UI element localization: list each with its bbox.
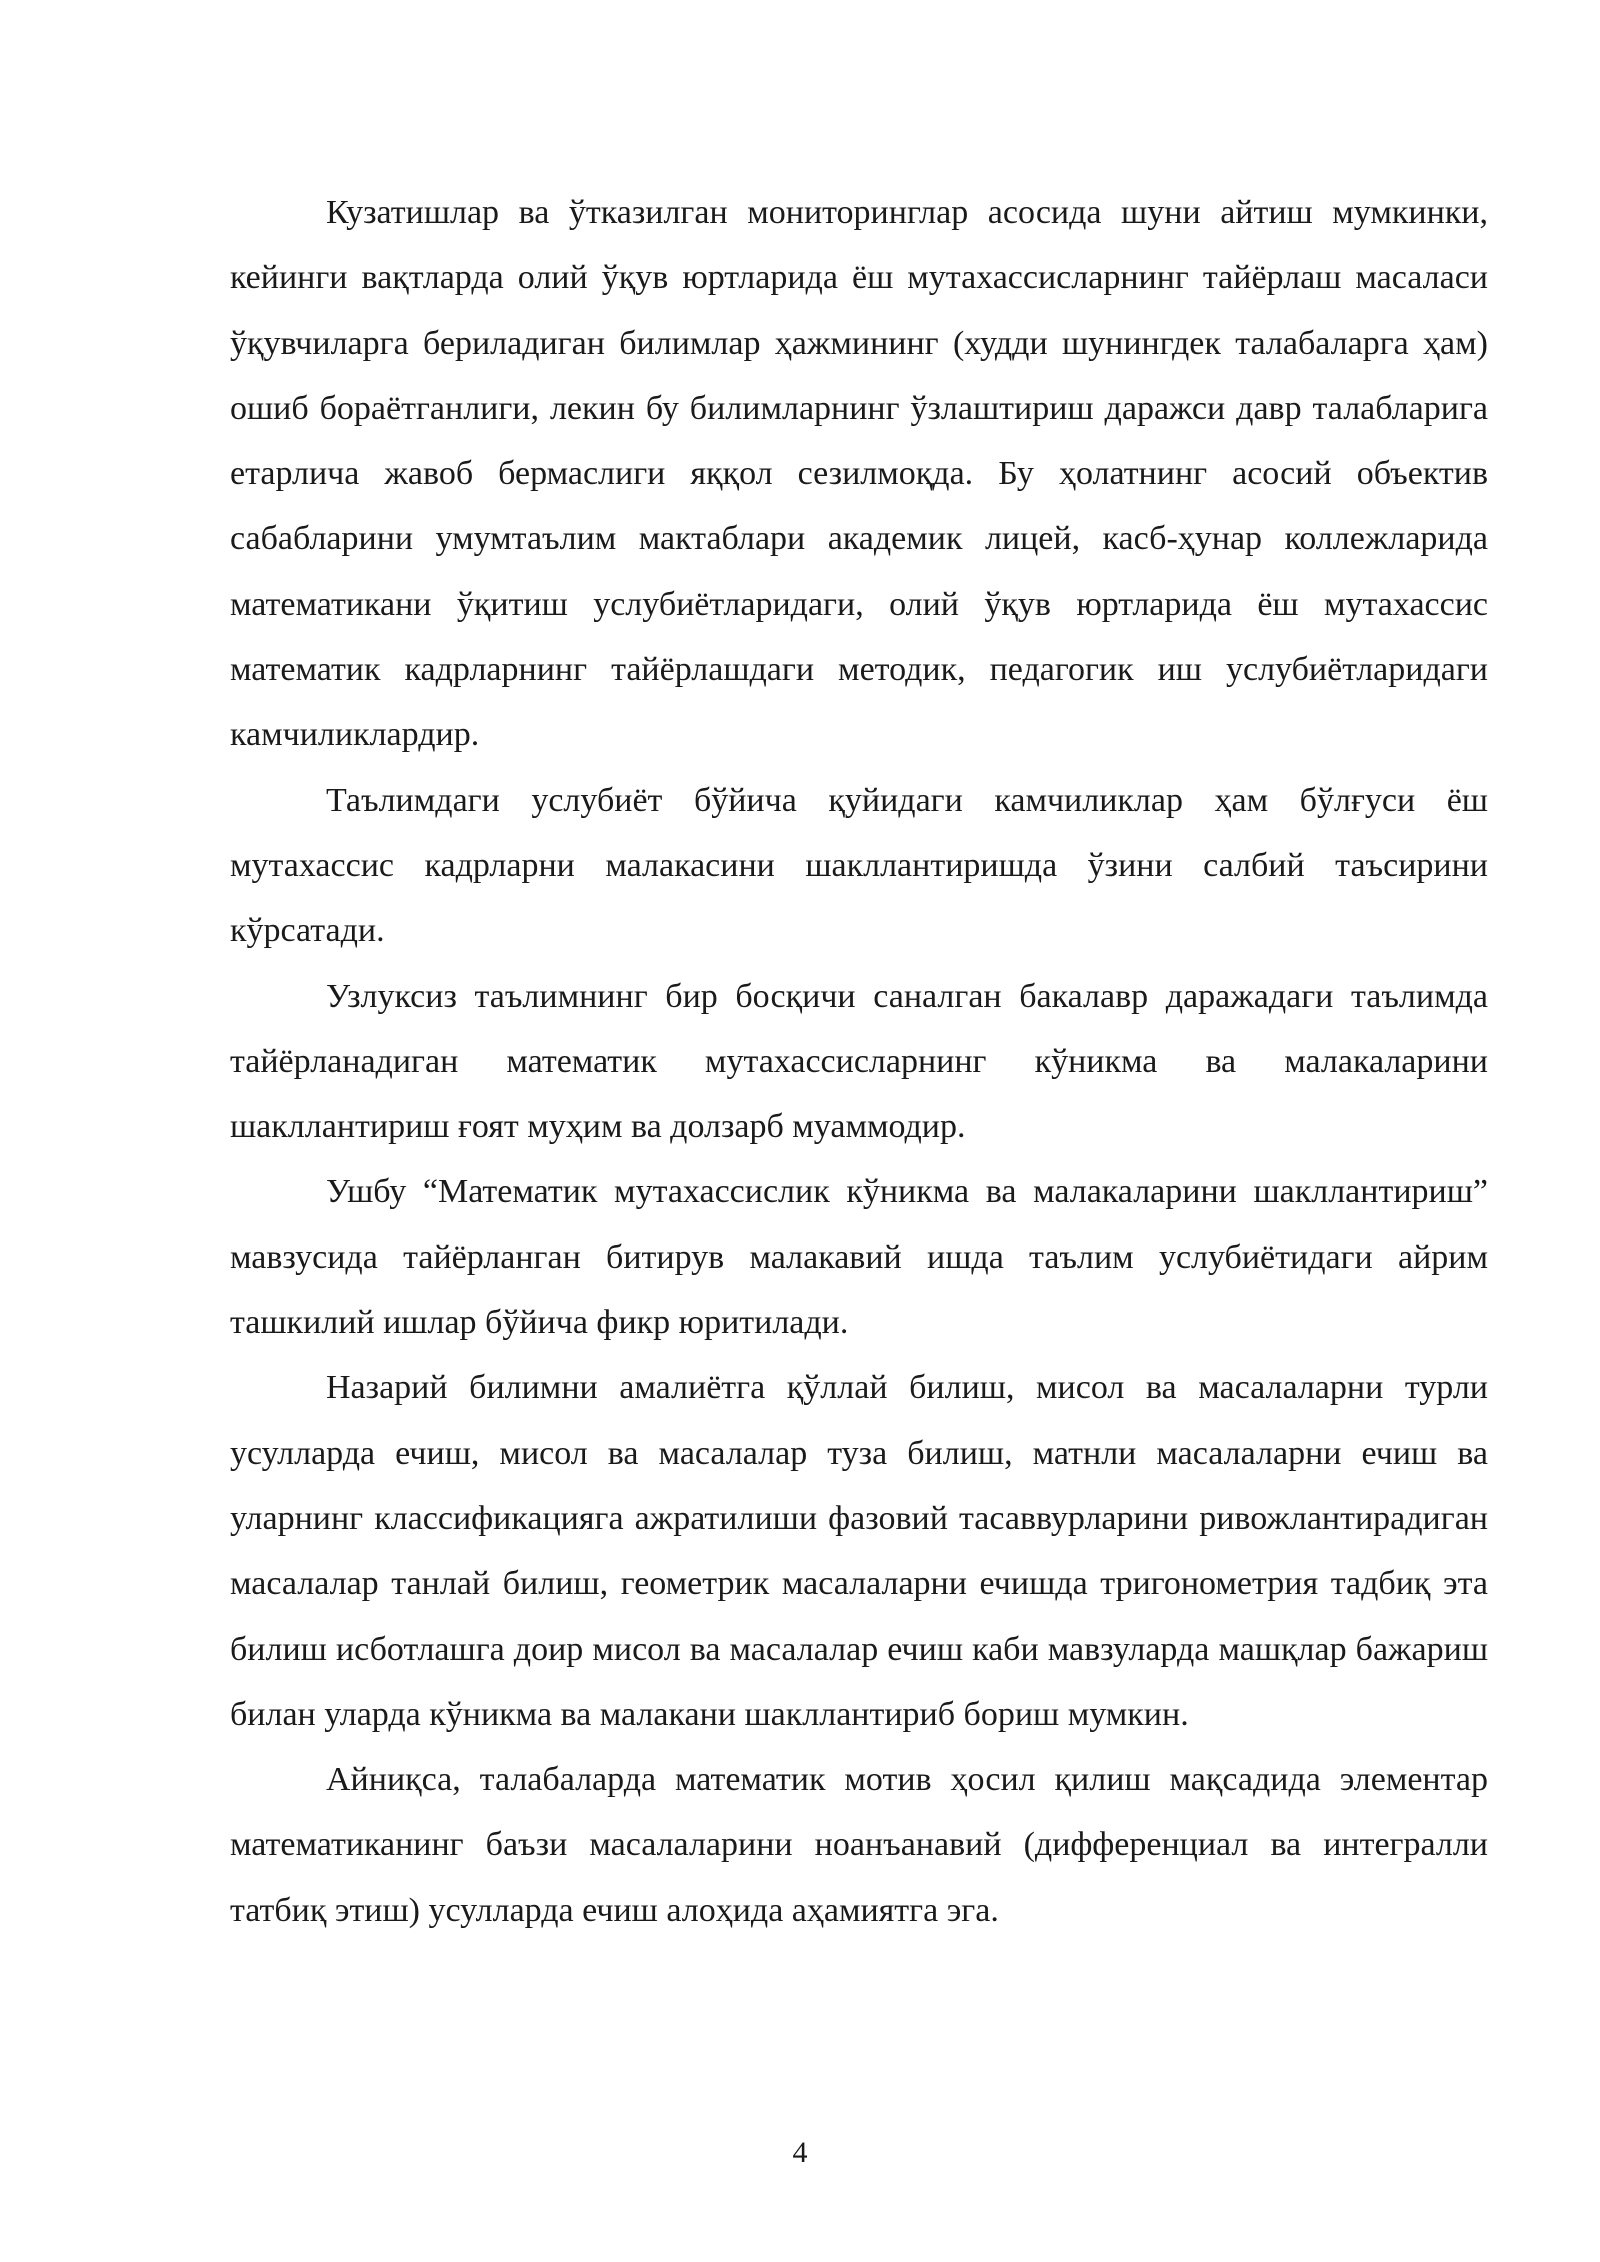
paragraph-monitoring: Кузатишлар ва ўтказилган мониторинглар асосида шуни айтиш мумкинки, кейинги вақтларда олий ўқув юртларида ёш мутахассисларнинг тайёрлаш масаласи ўқувчиларга бериладиган билимлар ҳажмининг (худди шунингдек талабаларга ҳам) ошиб бораётганлиги, лекин бу билимларнинг ўзлаштириш даражси давр талабларига етарлича жавоб бермаслиги яққол сезилмоқда. Бу ҳолатнинг асосий объектив сабабларини умумтаълим мактаблари академик лицей, касб-ҳунар коллежларида математикани ўқитиш услубиётларидаги, олий ўқув юртларида ёш мутахассис математик кадрларнинг тайёрлашдаги методик, педагогик иш услубиётларидаги камчиликлардир. <box>230 194 1488 754</box>
document-body <box>230 180 1488 1943</box>
paragraph-applied-skills: Назарий билимни амалиётга қўллай билиш, мисол ва масалаларни турли усулларда ечиш, мисол ва масалалар туза билиш, матнли масалаларни ечиш ва уларнинг классификацияга ажратилиши фазовий тасаввурларини ривожлантирадиган масалалар танлай билиш, геометрик масалаларни ечишда тригонометрия тадбиқ эта билиш исботлашга доир мисол ва масалалар ечиш каби мавзуларда машқлар бажариш билан уларда кўникма ва малакани шакллантириб бориш мумкин. <box>230 1369 1488 1733</box>
paragraph-methodology-shortcomings: Таълимдаги услубиёт бўйича қуйидаги камчиликлар ҳам бўлғуси ёш мутахассис кадрларни малакасини шакллантиришда ўзини салбий таъсирини кўрсатади. <box>230 781 1488 950</box>
paragraph-continuous-education: Узлуксиз таълимнинг бир босқичи саналган бакалавр даражадаги таълимда тайёрланадиган математик мутахассисларнинг кўникма ва малакаларини шакллантириш ғоят муҳим ва долзарб муаммодир. <box>230 977 1488 1146</box>
page-number: 4 <box>792 2136 808 2169</box>
paragraph-motivation: Айниқса, талабаларда математик мотив ҳосил қилиш мақсадида элементар математиканинг баъзи масалаларини ноанъанавий (дифференциал ва интегралли татбиқ этиш) усулларда ечиш алоҳида аҳамиятга эга. <box>230 1761 1488 1929</box>
paragraph-thesis-topic: Ушбу “Математик мутахассислик кўникма ва малакаларини шакллантириш” мавзусида тайёрланган битирув малакавий ишда таълим услубиётидаги айрим ташкилий ишлар бўйича фикр юритилади. <box>230 1173 1488 1342</box>
